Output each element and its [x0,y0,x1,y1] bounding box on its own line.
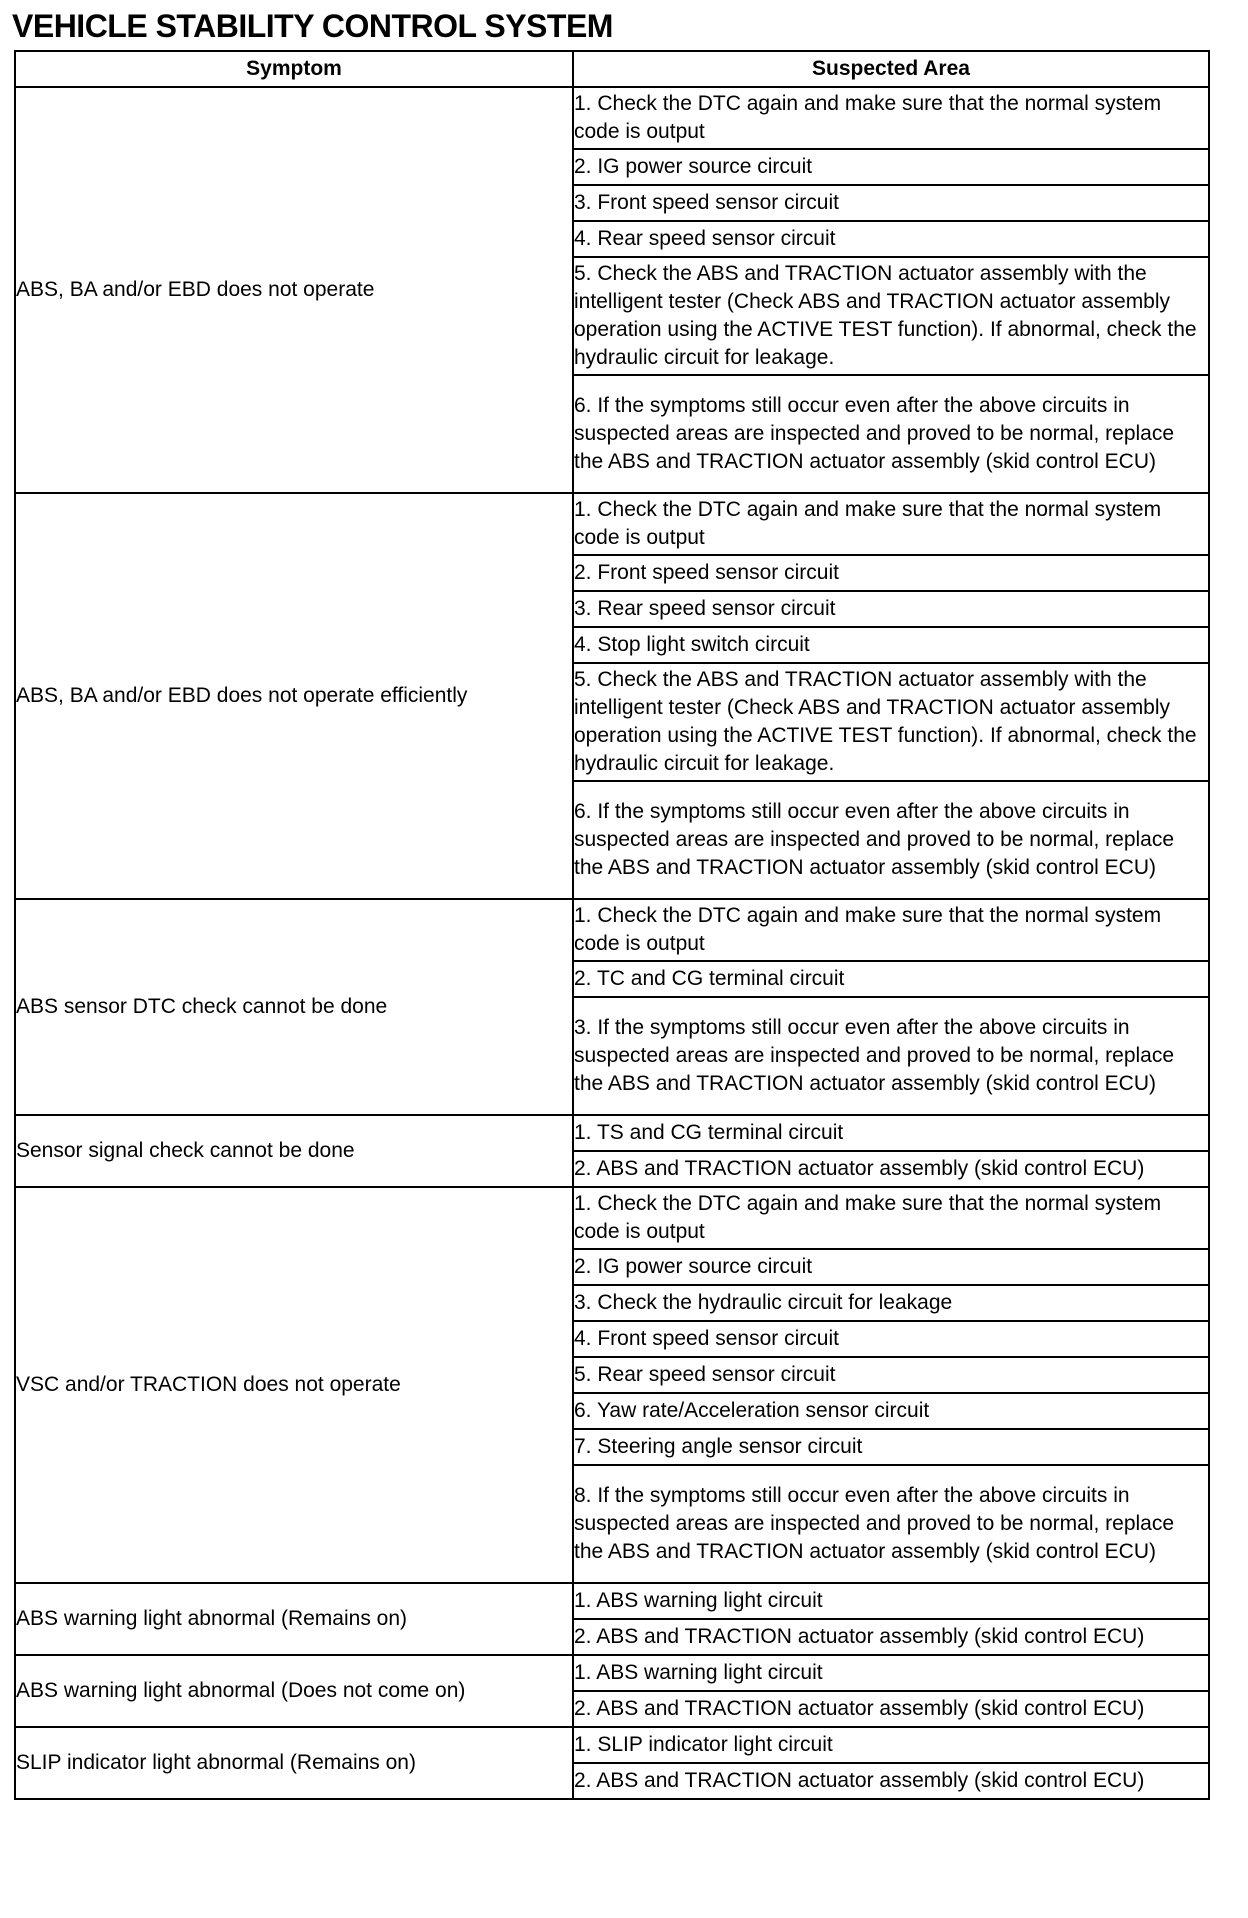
table-row [15,87,1209,149]
suspected-area-cell: 2. TC and CG terminal circuit [573,961,1209,997]
table-row [15,1115,1209,1151]
suspected-area-column-header: Suspected Area [573,51,1209,87]
suspected-area-cell: 3. Front speed sensor circuit [573,185,1209,221]
suspected-area-cell: 2. ABS and TRACTION actuator assembly (skid control ECU) [573,1619,1209,1655]
table-row [15,1727,1209,1763]
symptom-cell: Sensor signal check cannot be done [15,1115,573,1187]
symptom-cell: ABS warning light abnormal (Does not come on) [15,1655,573,1727]
suspected-area-cell: 7. Steering angle sensor circuit [573,1429,1209,1465]
table-header-row [15,51,1209,87]
table-row [15,1187,1209,1249]
suspected-area-cell: 5. Rear speed sensor circuit [573,1357,1209,1393]
suspected-area-cell: 1. Check the DTC again and make sure that the normal system code is output [573,899,1209,961]
table-row [15,493,1209,555]
table-row [15,899,1209,961]
suspected-area-cell: 1. ABS warning light circuit [573,1583,1209,1619]
symptom-cell: ABS, BA and/or EBD does not operate efficiently [15,493,573,899]
suspected-area-cell: 1. Check the DTC again and make sure that the normal system code is output [573,1187,1209,1249]
suspected-area-cell: 2. ABS and TRACTION actuator assembly (skid control ECU) [573,1691,1209,1727]
suspected-area-cell: 6. Yaw rate/Acceleration sensor circuit [573,1393,1209,1429]
suspected-area-cell: 2. ABS and TRACTION actuator assembly (skid control ECU) [573,1151,1209,1187]
symptom-cell: ABS, BA and/or EBD does not operate [15,87,573,493]
suspected-area-cell: 2. IG power source circuit [573,149,1209,185]
table-row [15,1655,1209,1691]
suspected-area-cell: 6. If the symptoms still occur even after the above circuits in suspected areas are inspected and proved to be normal, replace the ABS and TRACTION actuator assembly (skid control ECU) [573,375,1209,493]
suspected-area-cell: 3. Check the hydraulic circuit for leakage [573,1285,1209,1321]
suspected-area-cell: 3. If the symptoms still occur even after the above circuits in suspected areas are inspected and proved to be normal, replace the ABS and TRACTION actuator assembly (skid control ECU) [573,997,1209,1115]
suspected-area-cell: 8. If the symptoms still occur even after the above circuits in suspected areas are inspected and proved to be normal, replace the ABS and TRACTION actuator assembly (skid control ECU) [573,1465,1209,1583]
suspected-area-cell: 5. Check the ABS and TRACTION actuator assembly with the intelligent tester (Check ABS and TRACTION actuator assembly operation using the ACTIVE TEST function). If abnormal, check the hydraulic circuit for leakage. [573,257,1209,375]
page-title: VEHICLE STABILITY CONTROL SYSTEM [12,8,613,44]
suspected-area-cell: 4. Stop light switch circuit [573,627,1209,663]
symptom-cell: SLIP indicator light abnormal (Remains on) [15,1727,573,1799]
suspected-area-cell: 5. Check the ABS and TRACTION actuator assembly with the intelligent tester (Check ABS and TRACTION actuator assembly operation using the ACTIVE TEST function). If abnormal, check the hydraulic circuit for leakage. [573,663,1209,781]
suspected-area-cell: 4. Rear speed sensor circuit [573,221,1209,257]
suspected-area-cell: 1. TS and CG terminal circuit [573,1115,1209,1151]
suspected-area-cell: 1. SLIP indicator light circuit [573,1727,1209,1763]
symptom-cell: ABS warning light abnormal (Remains on) [15,1583,573,1655]
suspected-area-cell: 1. ABS warning light circuit [573,1655,1209,1691]
suspected-area-cell: 1. Check the DTC again and make sure that the normal system code is output [573,87,1209,149]
suspected-area-cell: 6. If the symptoms still occur even after the above circuits in suspected areas are inspected and proved to be normal, replace the ABS and TRACTION actuator assembly (skid control ECU) [573,781,1209,899]
table-row [15,1583,1209,1619]
symptom-column-header: Symptom [15,51,573,87]
suspected-area-cell: 3. Rear speed sensor circuit [573,591,1209,627]
suspected-area-cell: 4. Front speed sensor circuit [573,1321,1209,1357]
suspected-area-cell: 2. IG power source circuit [573,1249,1209,1285]
symptom-cell: ABS sensor DTC check cannot be done [15,899,573,1115]
suspected-area-cell: 2. ABS and TRACTION actuator assembly (skid control ECU) [573,1763,1209,1799]
suspected-area-cell: 1. Check the DTC again and make sure that the normal system code is output [573,493,1209,555]
troubleshooting-table [14,50,1210,1800]
symptom-cell: VSC and/or TRACTION does not operate [15,1187,573,1583]
suspected-area-cell: 2. Front speed sensor circuit [573,555,1209,591]
